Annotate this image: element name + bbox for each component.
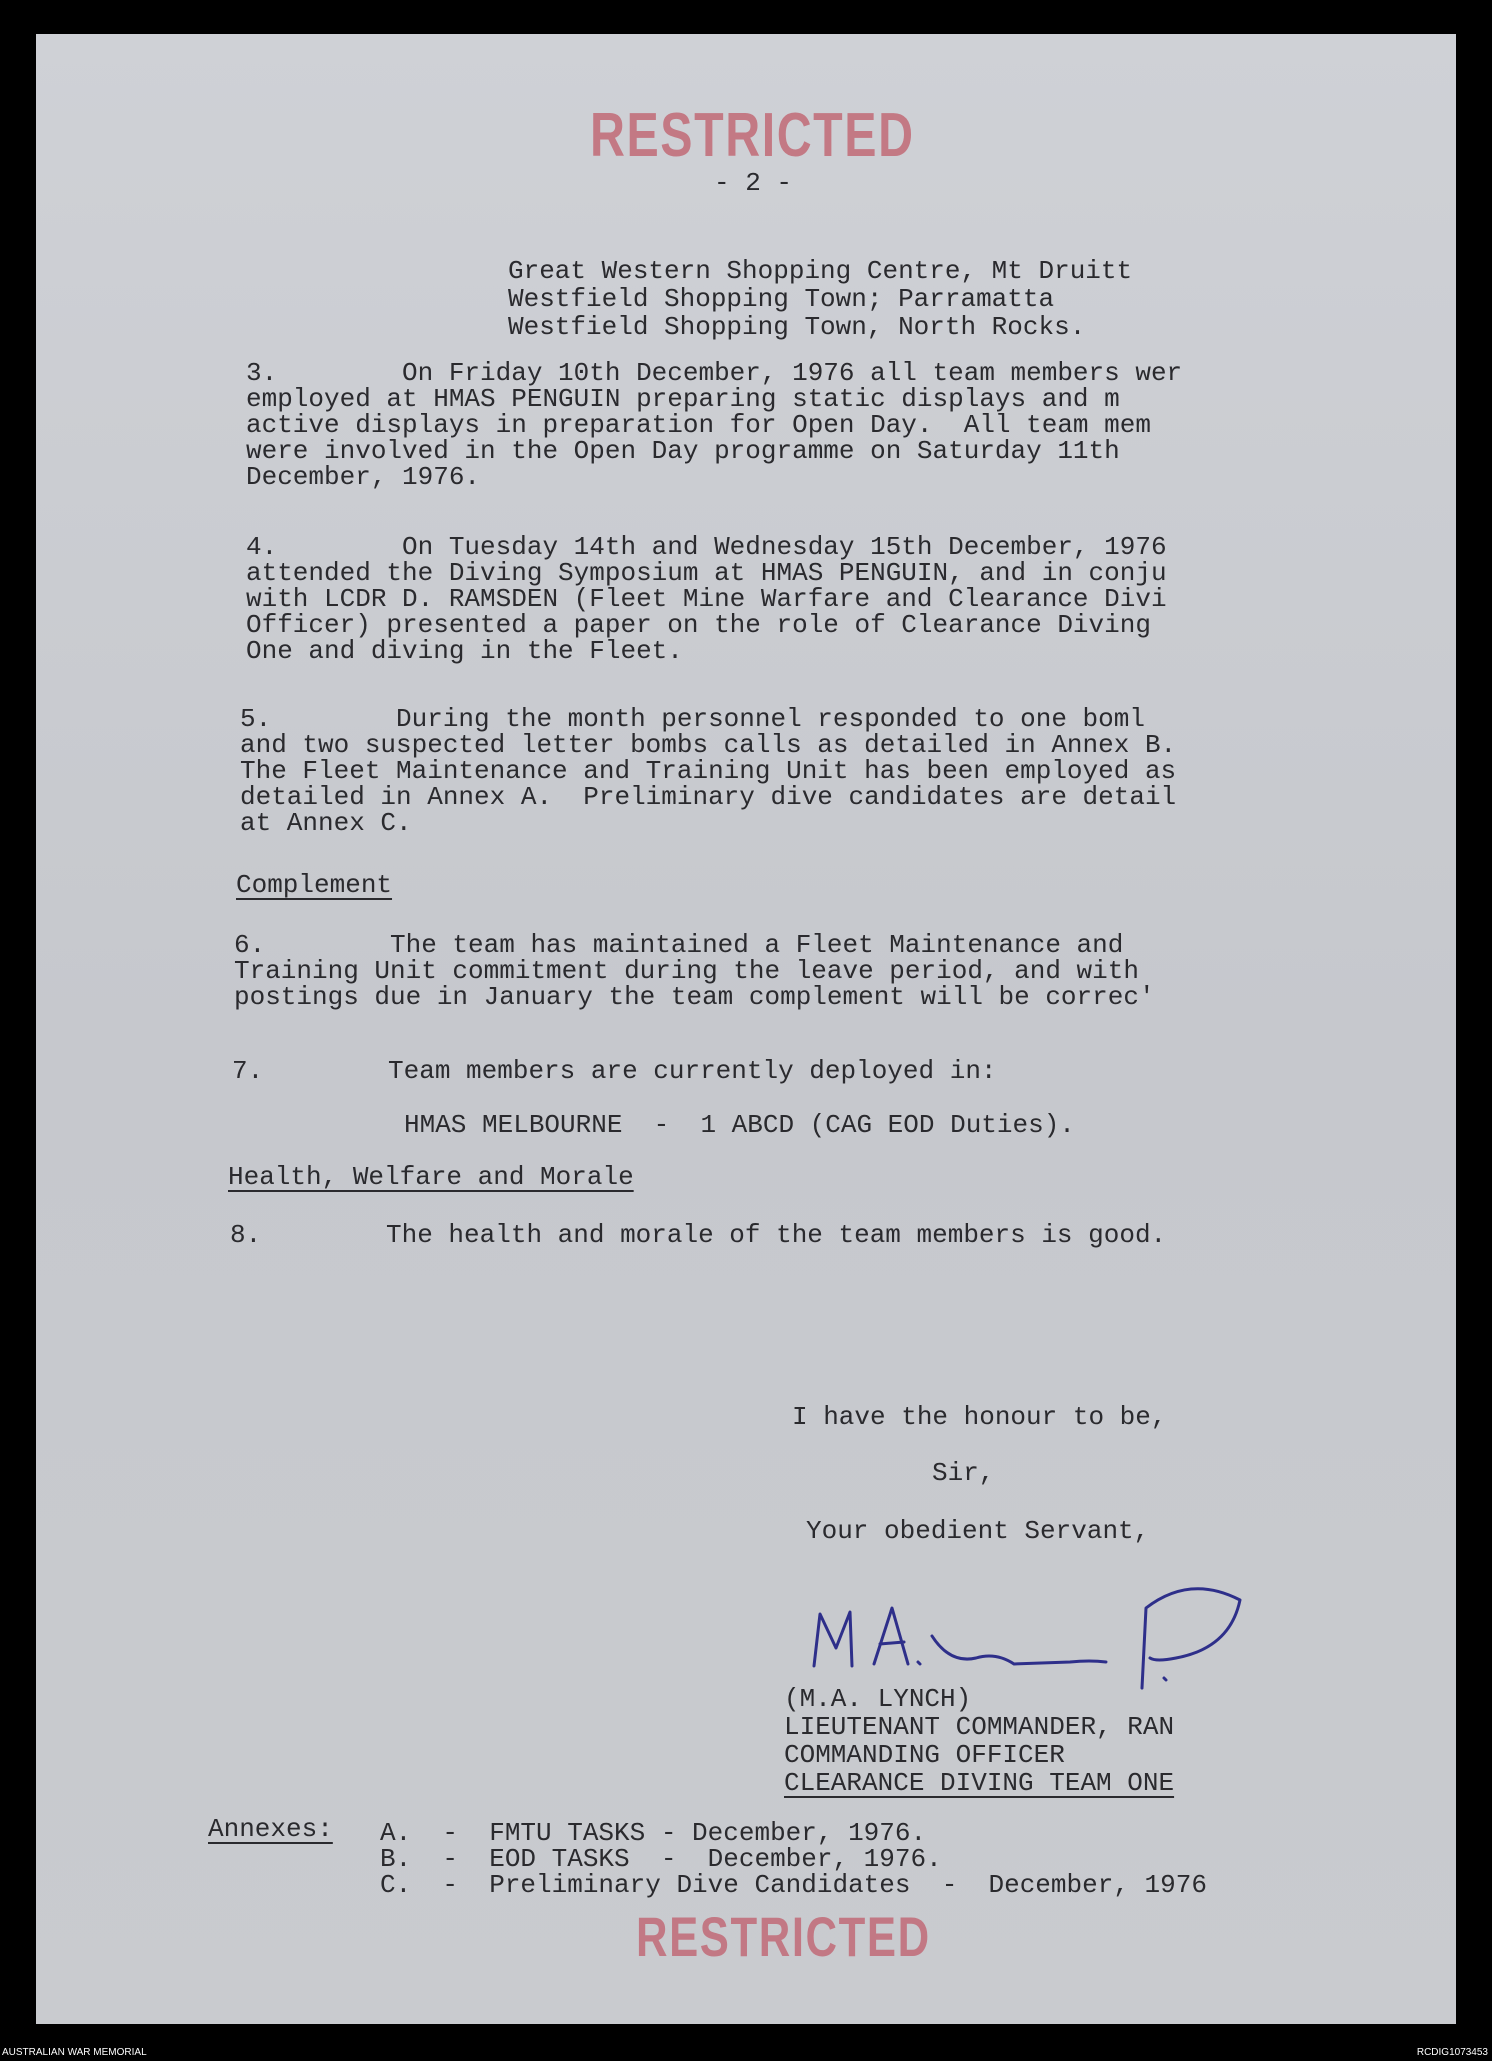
closing-line-1: I have the honour to be,	[792, 1402, 1167, 1432]
heading-health-welfare: Health, Welfare and Morale	[228, 1162, 634, 1192]
para4-line: attended the Diving Symposium at HMAS PENGUIN, and in conju	[246, 558, 1167, 588]
heading-complement: Complement	[236, 870, 393, 900]
para5-line: 5. During the month personnel responded to one boml	[240, 704, 1145, 734]
para5-line: The Fleet Maintenance and Training Unit has been employed as	[240, 756, 1177, 786]
para3-line: active displays in preparation for Open Day. All team mem	[246, 410, 1151, 440]
annexes-label: Annexes:	[208, 1814, 333, 1844]
signatory-rank: LIEUTENANT COMMANDER, RAN	[784, 1712, 1175, 1742]
para5-line: at Annex C.	[240, 808, 412, 838]
archive-footer	[0, 2045, 1492, 2061]
signatory-role: COMMANDING OFFICER	[784, 1740, 1065, 1770]
annex-item: A. - FMTU TASKS - December, 1976.	[380, 1818, 927, 1848]
location-1: Great Western Shopping Centre, Mt Druitt	[508, 256, 1133, 286]
para4-line: 4. On Tuesday 14th and Wednesday 15th December, 1976	[246, 532, 1167, 562]
para4-line: with LCDR D. RAMSDEN (Fleet Mine Warfare and Clearance Divi	[246, 584, 1167, 614]
restricted-stamp-bottom: RESTRICTED	[636, 1905, 931, 1968]
para6-line: 6. The team has maintained a Fleet Maintenance and	[234, 930, 1124, 960]
para8: 8. The health and morale of the team members is good.	[230, 1220, 1167, 1250]
signatory-name: (M.A. LYNCH)	[784, 1684, 972, 1714]
annex-item: B. - EOD TASKS - December, 1976.	[380, 1844, 942, 1874]
closing-line-3: Your obedient Servant,	[806, 1516, 1150, 1546]
location-2: Westfield Shopping Town; Parramatta	[508, 284, 1055, 314]
para7-detail: HMAS MELBOURNE - 1 ABCD (CAG EOD Duties).	[404, 1110, 1075, 1140]
para6-line: postings due in January the team complement will be correc'	[234, 982, 1155, 1012]
para6-line: Training Unit commitment during the leave period, and with	[234, 956, 1139, 986]
para3-line: employed at HMAS PENGUIN preparing static displays and m	[246, 384, 1120, 414]
footer-record-id: RCDIG1073453	[1416, 2047, 1488, 2058]
para4-line: One and diving in the Fleet.	[246, 636, 683, 666]
para3-line: were involved in the Open Day programme on Saturday 11th	[246, 436, 1120, 466]
signatory-unit: CLEARANCE DIVING TEAM ONE	[784, 1768, 1175, 1798]
location-3: Westfield Shopping Town, North Rocks.	[508, 312, 1086, 342]
closing-line-2: Sir,	[932, 1458, 995, 1488]
para3-line: 3. On Friday 10th December, 1976 all team members wer	[246, 358, 1183, 388]
annex-item: C. - Preliminary Dive Candidates - December, 1976	[380, 1870, 1207, 1900]
para4-line: Officer) presented a paper on the role of Clearance Diving	[246, 610, 1151, 640]
restricted-stamp-top: RESTRICTED	[590, 101, 915, 170]
footer-archive-name: AUSTRALIAN WAR MEMORIAL	[2, 2047, 147, 2058]
page-number: - 2 -	[714, 168, 793, 198]
para5-line: detailed in Annex A. Preliminary dive candidates are detail	[240, 782, 1177, 812]
para7: 7. Team members are currently deployed in:	[232, 1056, 997, 1086]
para5-line: and two suspected letter bombs calls as detailed in Annex B.	[240, 730, 1177, 760]
para3-line: December, 1976.	[246, 462, 481, 492]
